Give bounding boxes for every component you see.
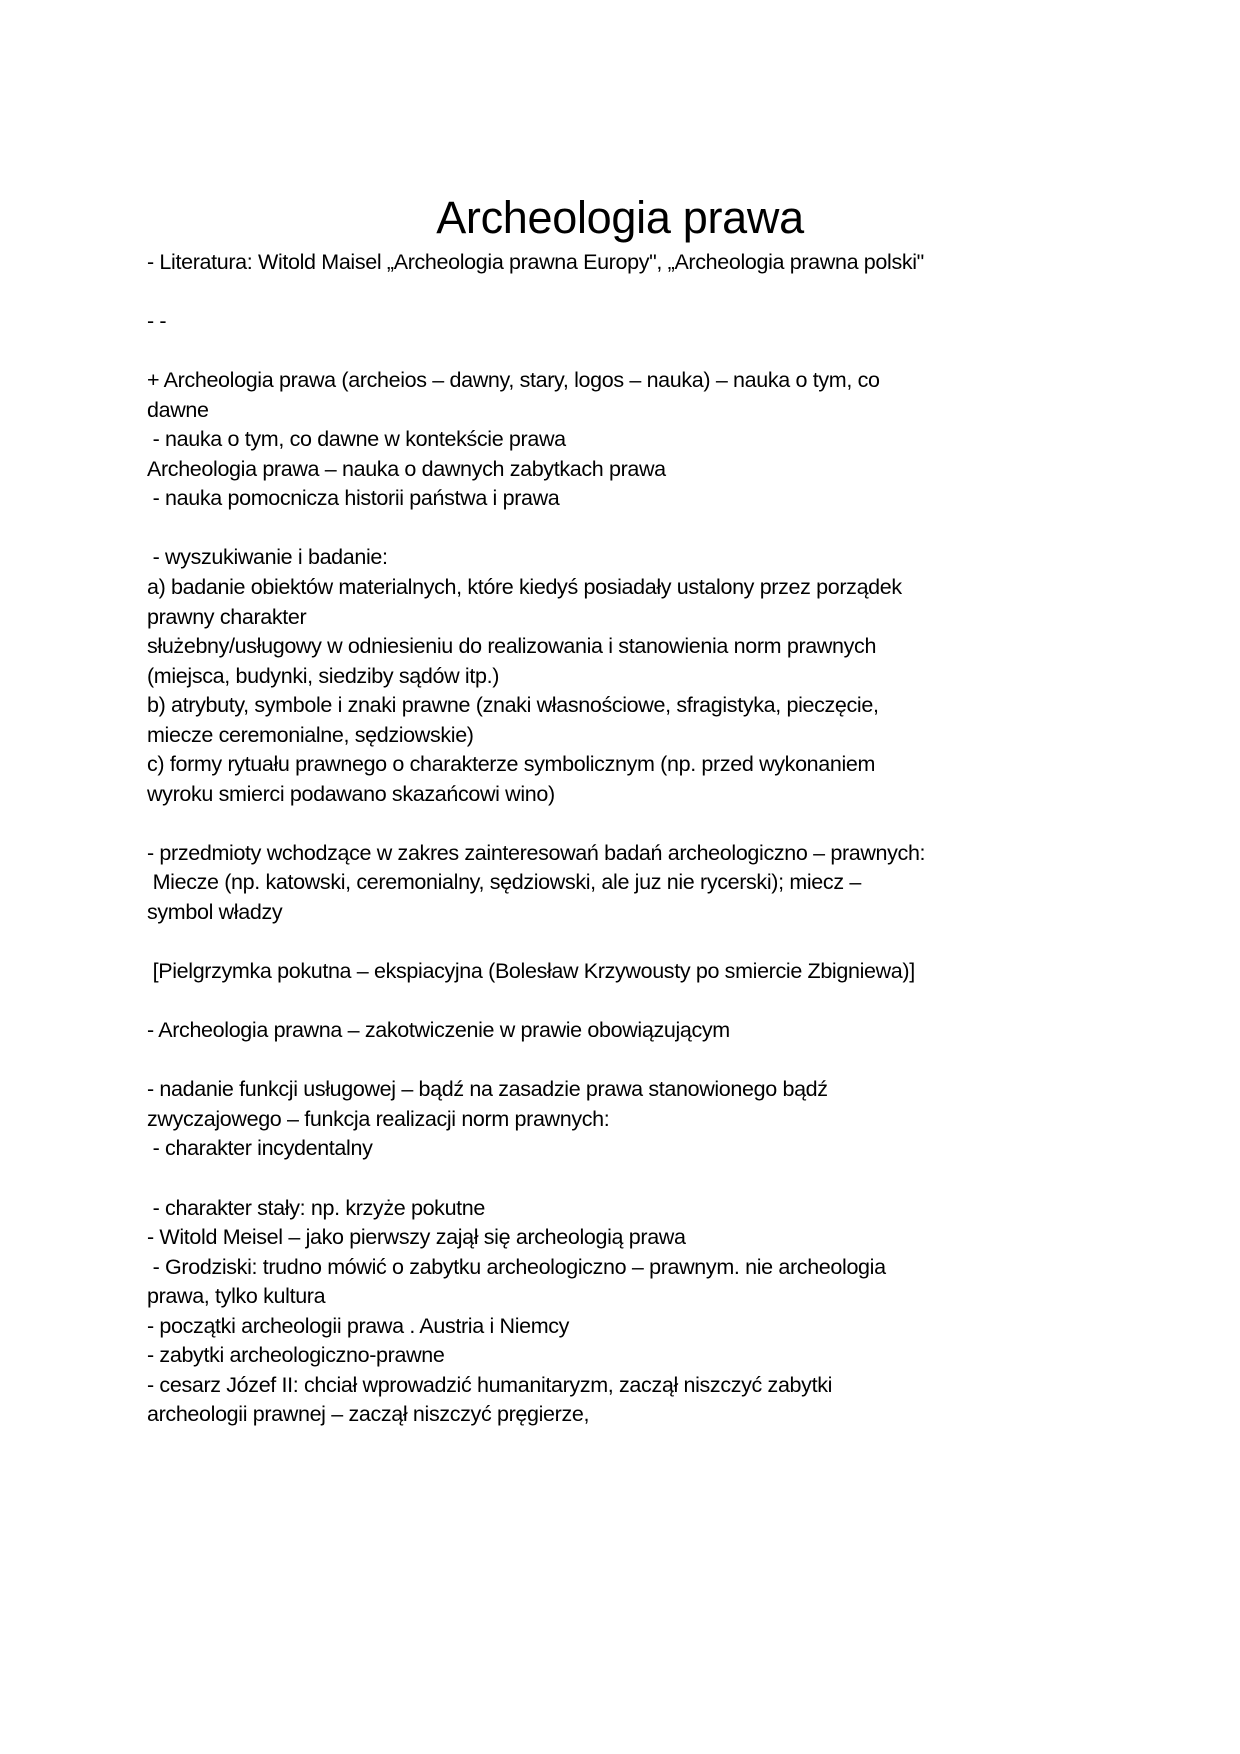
text-line: [Pielgrzymka pokutna – ekspiacyjna (Bolesław Krzywousty po smiercie Zbigniewa)] [147,959,915,984]
text-line: - nauka pomocnicza historii państwa i prawa [147,486,560,511]
text-line: - nadanie funkcji usługowej – bądź na zasadzie prawa stanowionego bądź [147,1077,828,1102]
text-line: - Grodziski: trudno mówić o zabytku archeologiczno – prawnym. nie archeologia [147,1254,886,1279]
text-line: służebny/usługowy w odniesieniu do realizowania i stanowienia norm prawnych [147,634,877,659]
text-line: (miejsca, budynki, siedziby sądów itp.) [147,663,499,688]
text-line: wyroku smierci podawano skazańcowi wino) [147,781,555,806]
text-line: - Literatura: Witold Maisel „Archeologia prawna Europy", „Archeologia prawna polski" [147,250,924,274]
text-line: a) badanie obiektów materialnych, które kiedyś posiadały ustalony przez porządek [147,575,902,600]
text-line: - charakter stały: np. krzyże pokutne [147,1195,486,1220]
document-title: Archeologia prawa [436,192,804,243]
text-line: - przedmioty wchodzące w zakres zainteresowań badań archeologiczno – prawnych: [147,840,926,865]
blank-line [147,337,1107,367]
text-line: prawa, tylko kultura [147,1284,326,1309]
text-line: zwyczajowego – funkcja realizacji norm prawnych: [147,1106,610,1131]
text-line: - charakter incydentalny [147,1136,373,1161]
text-line: - nauka o tym, co dawne w kontekście prawa [147,427,566,452]
blank-line [147,1164,1107,1194]
text-line: archeologii prawnej – zaczął niszczyć pręgierze, [147,1402,590,1427]
text-line: - wyszukiwanie i badanie: [147,545,388,570]
blank-line [147,809,1107,839]
text-line: - Archeologia prawna – zakotwiczenie w prawie obowiązującym [147,1018,730,1043]
blank-line [147,987,1107,1017]
text-line: - Witold Meisel – jako pierwszy zajął się archeologią prawa [147,1225,686,1250]
text-line: miecze ceremonialne, sędziowskie) [147,722,474,747]
text-line: symbol władzy [147,900,283,925]
text-line: prawny charakter [147,604,307,629]
text-line: b) atrybuty, symbole i znaki prawne (znaki własnościowe, sfragistyka, pieczęcie, [147,693,879,718]
text-line: c) formy rytuału prawnego o charakterze symbolicznym (np. przed wykonaniem [147,752,876,777]
document-body [147,248,1107,1430]
blank-line [147,1046,1107,1076]
text-line: dawne [147,397,209,422]
text-line: - początki archeologii prawa . Austria i Niemcy [147,1313,570,1338]
text-line: - cesarz Józef II: chciał wprowadzić humanitaryzm, zaczął niszczyć zabytki [147,1372,833,1397]
blank-line [147,514,1107,544]
text-line: Archeologia prawa – nauka o dawnych zabytkach prawa [147,456,666,481]
blank-line [147,928,1107,958]
text-line: + Archeologia prawa (archeios – dawny, stary, logos – nauka) – nauka o tym, co [147,368,880,393]
text-line: - - [147,309,167,334]
blank-line [147,278,1107,308]
text-line: - zabytki archeologiczno-prawne [147,1343,445,1368]
text-line: Miecze (np. katowski, ceremonialny, sędziowski, ale juz nie rycerski); miecz – [147,870,861,895]
